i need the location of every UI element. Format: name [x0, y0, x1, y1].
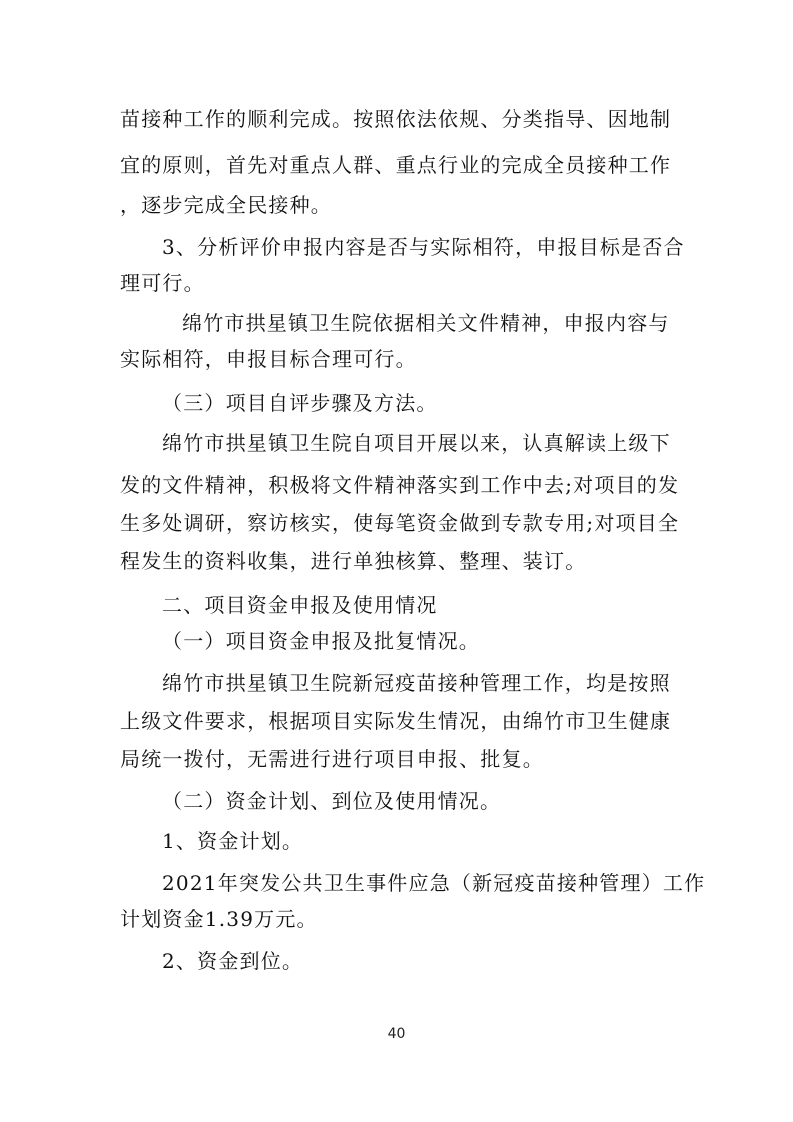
- text-line: 2、资金到位。: [162, 949, 304, 973]
- text-line: 发的文件精神，积极将文件精神落实到工作中去;对项目的发: [120, 473, 680, 497]
- text-line: 绵竹市拱星镇卫生院自项目开展以来，认真解读上级下: [162, 431, 671, 455]
- text-line: 1、资金计划。: [162, 829, 304, 853]
- text-line: 苗接种工作的顺利完成。按照依法依规、分类指导、因地制: [120, 107, 672, 131]
- text-line: 绵竹市拱星镇卫生院新冠疫苗接种管理工作，均是按照: [162, 671, 671, 695]
- page-number: 40: [387, 1026, 406, 1042]
- section-heading: 二、项目资金申报及使用情况: [162, 593, 438, 617]
- text-line: 上级文件要求，根据项目实际发生情况，由绵竹市卫生健康: [120, 709, 672, 733]
- text-line: 3、分析评价申报内容是否与实际相符，申报目标是否合: [162, 235, 685, 259]
- section-heading: （一）项目资金申报及批复情况。: [162, 629, 480, 653]
- text-line: 宜的原则，首先对重点人群、重点行业的完成全员接种工作: [120, 153, 672, 177]
- section-heading: （三）项目自评步骤及方法。: [162, 391, 438, 415]
- text-line: 理可行。: [120, 271, 205, 295]
- text-line: 程发生的资料收集，进行单独核算、整理、装订。: [120, 549, 587, 573]
- text-line: 局统一拨付，无需进行进行项目申报、批复。: [120, 747, 544, 771]
- text-line: 实际相符，申报目标合理可行。: [120, 347, 417, 371]
- text-line: 2021年突发公共卫生事件应急（新冠疫苗接种管理）工作: [162, 871, 706, 895]
- text-line: 计划资金1.39万元。: [120, 907, 318, 931]
- section-heading: （二）资金计划、到位及使用情况。: [162, 789, 502, 813]
- text-line: 绵竹市拱星镇卫生院依据相关文件精神，申报内容与: [182, 311, 670, 335]
- text-line: 生多处调研，察访核实，使每笔资金做到专款专用;对项目全: [120, 511, 680, 535]
- text-line: ，逐步完成全民接种。: [120, 193, 332, 217]
